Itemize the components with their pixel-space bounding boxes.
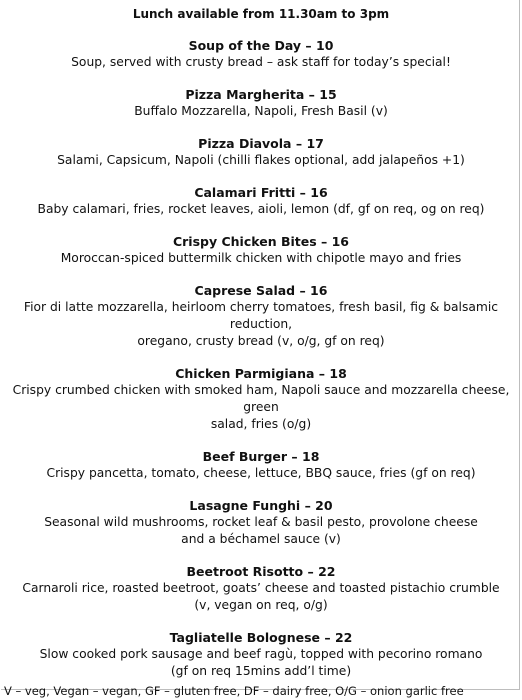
menu-item-beef-burger xyxy=(0,448,522,482)
menu-item-tagliatelle-bolognese xyxy=(0,629,522,680)
menu-item-description: Salami, Capsicum, Napoli (chilli flakes optional, add jalapeños +1) xyxy=(57,153,465,167)
menu-item-description: Carnaroli rice, roasted beetroot, goats’ cheese and toasted pistachio crumble (v, vegan on req, o/g) xyxy=(22,581,500,612)
menu-item-description: Crispy pancetta, tomato, cheese, lettuce, BBQ sauce, fries (gf on req) xyxy=(46,466,476,480)
menu-item-lasagne-funghi xyxy=(0,497,522,548)
menu-item-title: Lasagne Funghi – 20 xyxy=(189,498,333,513)
menu-item-description: Slow cooked pork sausage and beef ragù, topped with pecorino romano (gf on req 15mins add’l time) xyxy=(39,647,483,678)
menu-item-title: Calamari Fritti – 16 xyxy=(194,185,328,200)
menu-item-title: Chicken Parmigiana – 18 xyxy=(175,366,347,381)
menu-item-chicken-bites xyxy=(0,233,522,267)
menu-item-soup xyxy=(0,37,522,71)
menu-item-title: Tagliatelle Bolognese – 22 xyxy=(169,630,353,645)
menu-item-title: Pizza Diavola – 17 xyxy=(198,136,324,151)
menu-item-title: Beetroot Risotto – 22 xyxy=(186,564,336,579)
menu-item-description: Fior di latte mozzarella, heirloom cherry tomatoes, fresh basil, fig & balsamic reduction, oregano, crusty bread (v, o/g, gf on req) xyxy=(23,300,499,348)
menu-item-caprese-salad xyxy=(0,282,522,350)
menu-item-title: Pizza Margherita – 15 xyxy=(185,87,337,102)
menu-item-description: Crispy crumbed chicken with smoked ham, Napoli sauce and mozzarella cheese, green salad, fries (o/g) xyxy=(12,383,510,431)
menu-items-list xyxy=(0,37,522,695)
menu-item-title: Crispy Chicken Bites – 16 xyxy=(172,234,350,249)
lunch-hours-heading: Lunch available from 11.30am to 3pm xyxy=(132,7,390,21)
menu-item-description: Seasonal wild mushrooms, rocket leaf & basil pesto, provolone cheese and a béchamel sauce (v) xyxy=(44,515,478,546)
menu-item-calamari xyxy=(0,184,522,218)
menu-item-title: Caprese Salad – 16 xyxy=(194,283,328,298)
dietary-legend: V – veg, Vegan – vegan, GF – gluten free, DF – dairy free, O/G – onion garlic free xyxy=(4,684,464,698)
menu-item-title: Soup of the Day – 10 xyxy=(188,38,334,53)
menu-item-description: Moroccan-spiced buttermilk chicken with chipotle mayo and fries xyxy=(60,251,462,265)
menu-item-chicken-parmigiana xyxy=(0,365,522,433)
menu-item-beetroot-risotto xyxy=(0,563,522,614)
menu-item-pizza-diavola xyxy=(0,135,522,169)
menu-item-description: Buffalo Mozzarella, Napoli, Fresh Basil (v) xyxy=(134,104,388,118)
menu-item-description: Baby calamari, fries, rocket leaves, aioli, lemon (df, gf on req, og on req) xyxy=(37,202,485,216)
menu-item-pizza-margherita xyxy=(0,86,522,120)
menu-item-title: Beef Burger – 18 xyxy=(202,449,320,464)
menu-item-description: Soup, served with crusty bread – ask staff for today’s special! xyxy=(71,55,451,69)
